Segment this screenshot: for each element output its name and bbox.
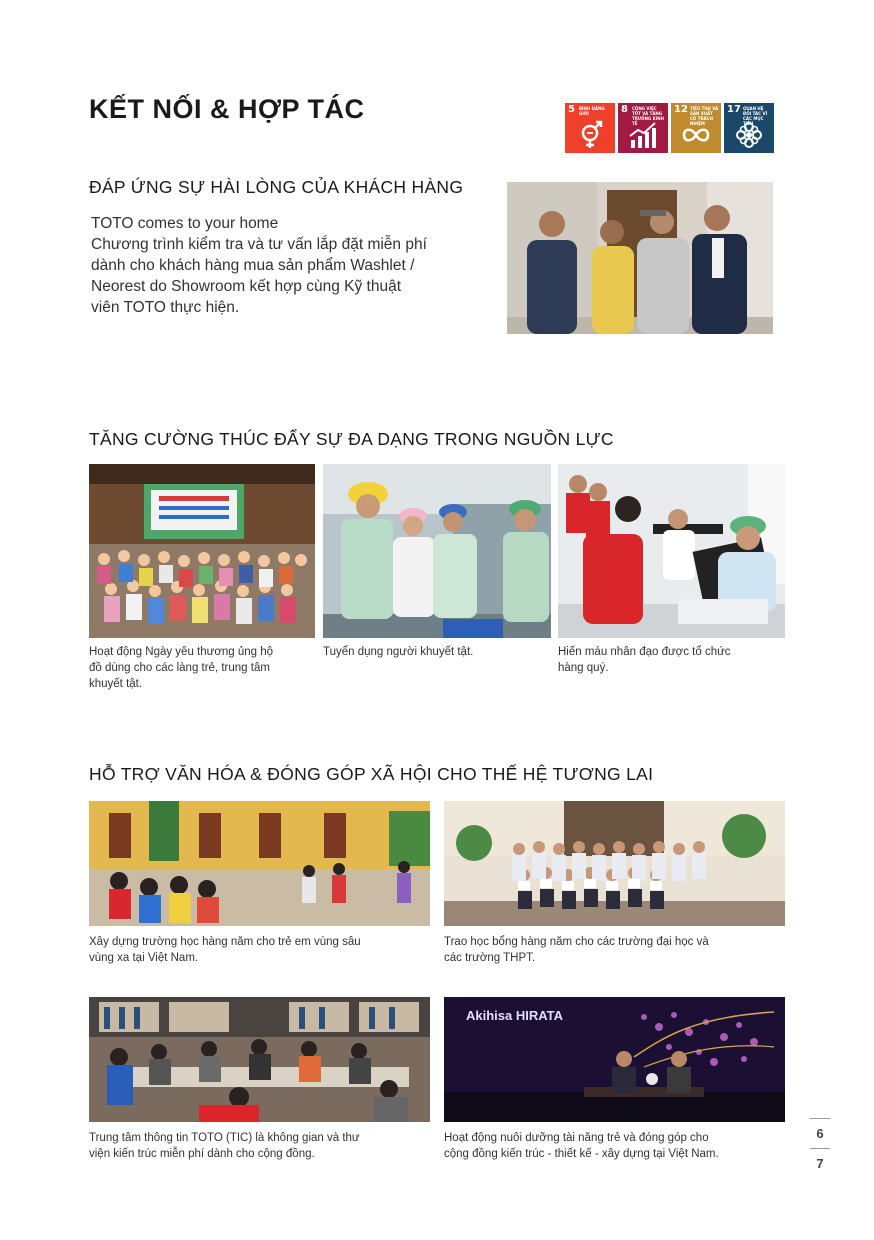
sdg-5-tile: 5 BÌNH ĐẲNG GIỚI (565, 103, 615, 153)
growth-chart-icon (628, 120, 658, 150)
section-heading-customer-satisfaction: ĐÁP ỨNG SỰ HÀI LÒNG CỦA KHÁCH HÀNG (89, 177, 464, 197)
customer-program-description: TOTO comes to your home Chương trình kiểm tra và tư vấn lắp đặt miễn phí dành cho khách hàng mua sản phẩm Washlet / Neorest do Showroom kết hợp cùng Kỹ thuật viên TOTO thực hiện. (91, 215, 427, 316)
stage-banner-text: Akihisa HIRATA (466, 1008, 564, 1023)
photo-school-building (89, 801, 430, 926)
caption-blood-donation: Hiến máu nhân đạo được tổ chức hàng quý. (558, 646, 731, 674)
photo-architecture-talk-stage (444, 997, 785, 1122)
sdg-12-tile: 12 TIÊU THỤ VÀ SẢN XUẤT CÓ TRÁCH NHIỆM (671, 103, 721, 153)
page-number-left: 6 (816, 1126, 824, 1141)
partnership-flower-icon (734, 120, 764, 150)
caption-architecture-talk: Hoạt động nuôi dưỡng tài năng trẻ và đóng góp cho cộng đồng kiến trúc - thiết kế - xây dựng tại Việt Nam. (444, 1132, 719, 1160)
photo-children-village-event (89, 464, 315, 638)
caption-disabled-hiring: Tuyển dụng người khuyết tật. (323, 646, 474, 658)
caption-school-building: Xây dựng trường học hàng năm cho trẻ em vùng sâu vùng xa tại Việt Nam. (89, 936, 361, 964)
page-number-right: 7 (816, 1156, 824, 1171)
caption-toto-information-center: Trung tâm thông tin TOTO (TIC) là không gian và thư viện kiến trúc miễn phí dành cho cộng đồng. (89, 1132, 360, 1160)
section-heading-culture-society: HỖ TRỢ VĂN HÓA & ĐÓNG GÓP XÃ HỘI CHO THẾ HỆ TƯƠNG LAI (89, 764, 654, 784)
gender-equality-icon (575, 120, 605, 150)
photo-scholarship-ceremony (444, 801, 785, 926)
infinity-loop-icon (681, 120, 711, 150)
sdg-8-tile: 8 CÔNG VIỆC TỐT VÀ TĂNG TRƯỞNG KINH TẾ (618, 103, 668, 153)
photo-blood-donation (558, 464, 785, 638)
photo-disabled-hiring (323, 464, 551, 638)
sdg-icon-row (565, 103, 774, 153)
caption-scholarship-ceremony: Trao học bổng hàng năm cho các trường đại học và các trường THPT. (444, 936, 709, 964)
page-numbers (810, 1118, 830, 1178)
sdg-17-tile: 17 QUAN HỆ ĐỐI TÁC VÌ CÁC MỤC TIÊU (724, 103, 774, 153)
page-title: KẾT NỐI & HỢP TÁC (89, 94, 365, 124)
section-heading-workforce-diversity: TĂNG CƯỜNG THÚC ĐẨY SỰ ĐA DẠNG TRONG NGUỒN LỰC (89, 429, 614, 449)
photo-toto-information-center (89, 997, 430, 1122)
caption-children-village-event: Hoạt động Ngày yêu thương ủng hộ đồ dùng cho các làng trẻ, trung tâm khuyết tật. (89, 646, 274, 690)
photo-home-visit-group (507, 182, 773, 334)
